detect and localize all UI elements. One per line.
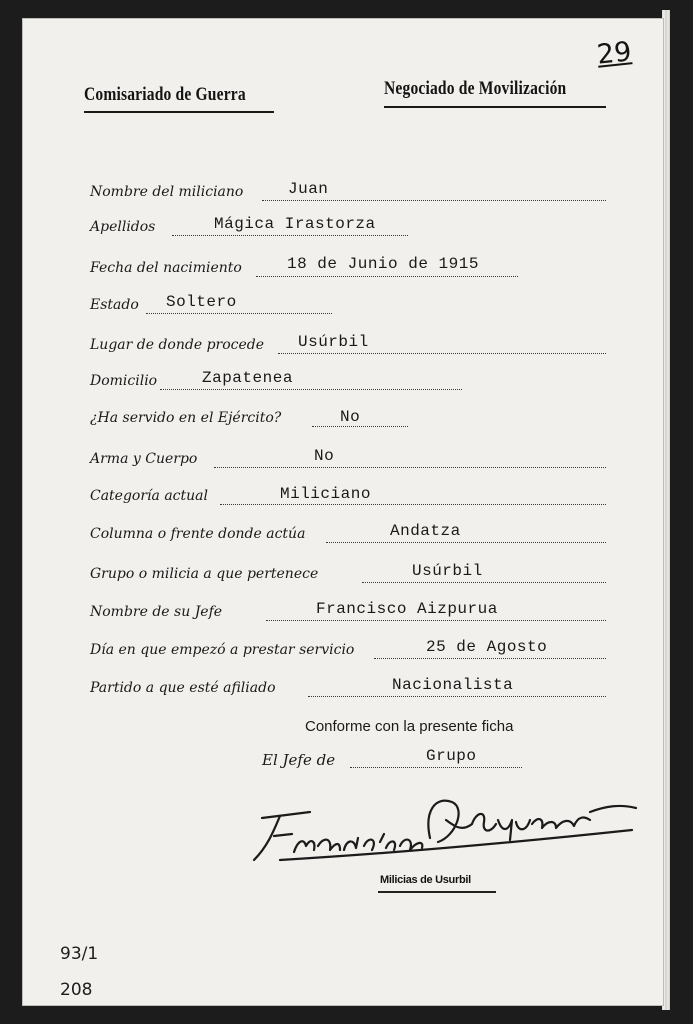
field-label: Apellidos	[90, 219, 156, 235]
header-left: Comisariado de Guerra	[84, 84, 246, 105]
field-label: ¿Ha servido en el Ejército?	[90, 410, 282, 426]
header-right: Negociado de Movilización	[384, 78, 567, 99]
dotted-line	[278, 353, 606, 354]
stamp	[380, 874, 471, 886]
archive-code: 208	[60, 980, 93, 1000]
field-value: Miliciano	[280, 485, 371, 503]
field-label: Grupo o milicia a que pertenece	[90, 566, 319, 582]
dotted-line	[266, 620, 606, 621]
field-value: 25 de Agosto	[426, 638, 548, 656]
header-left-underline	[84, 111, 274, 113]
dotted-line	[160, 389, 462, 390]
field-value: Andatza	[390, 522, 461, 540]
stamp-underline	[378, 891, 496, 893]
field-value: Mágica Irastorza	[214, 215, 376, 233]
field-label: Lugar de donde procede	[90, 337, 265, 353]
field-value: Usúrbil	[298, 333, 369, 351]
conforme-text: Conforme con la presente ficha	[305, 718, 514, 735]
field-label: Categoría actual	[90, 488, 208, 504]
field-label: Columna o frente donde actúa	[90, 526, 306, 542]
field-value: Juan	[288, 180, 329, 198]
field-value: Usúrbil	[412, 562, 483, 580]
header-right-underline	[384, 106, 606, 108]
field-value: 18 de Junio de 1915	[287, 255, 479, 273]
dotted-line	[374, 658, 606, 659]
dotted-line	[308, 696, 606, 697]
dotted-line	[350, 767, 522, 768]
archive-code: 93/1	[60, 944, 99, 964]
stamp-text: Milicias de Usurbil	[380, 874, 471, 886]
field-label: Arma y Cuerpo	[90, 451, 198, 467]
field-value: No	[340, 408, 361, 426]
field-value: Francisco Aizpurua	[316, 600, 498, 618]
dotted-line	[362, 582, 606, 583]
dotted-line	[146, 313, 332, 314]
field-label: Nombre del miliciano	[90, 184, 244, 200]
field-label: Nombre de su Jefe	[90, 604, 223, 620]
field-value: Soltero	[166, 293, 237, 311]
dotted-line	[220, 504, 606, 505]
jefe-value: Grupo	[426, 747, 477, 765]
field-label: Domicilio	[90, 373, 158, 389]
dotted-line	[214, 467, 606, 468]
field-label: Partido a que esté afiliado	[90, 680, 276, 696]
field-label: Estado	[90, 297, 139, 313]
field-value: No	[314, 447, 335, 465]
dotted-line	[256, 276, 518, 277]
dotted-line	[312, 426, 408, 427]
dotted-line	[172, 235, 408, 236]
field-label: Fecha del nacimiento	[90, 260, 242, 276]
dotted-line	[326, 542, 606, 543]
page-number: 29	[595, 36, 633, 71]
jefe-label: El Jefe de	[262, 751, 336, 769]
signature	[240, 790, 650, 870]
field-label: Día en que empezó a prestar servicio	[90, 642, 355, 658]
field-value: Nacionalista	[392, 676, 514, 694]
dotted-line	[262, 200, 606, 201]
field-value: Zapatenea	[202, 369, 293, 387]
